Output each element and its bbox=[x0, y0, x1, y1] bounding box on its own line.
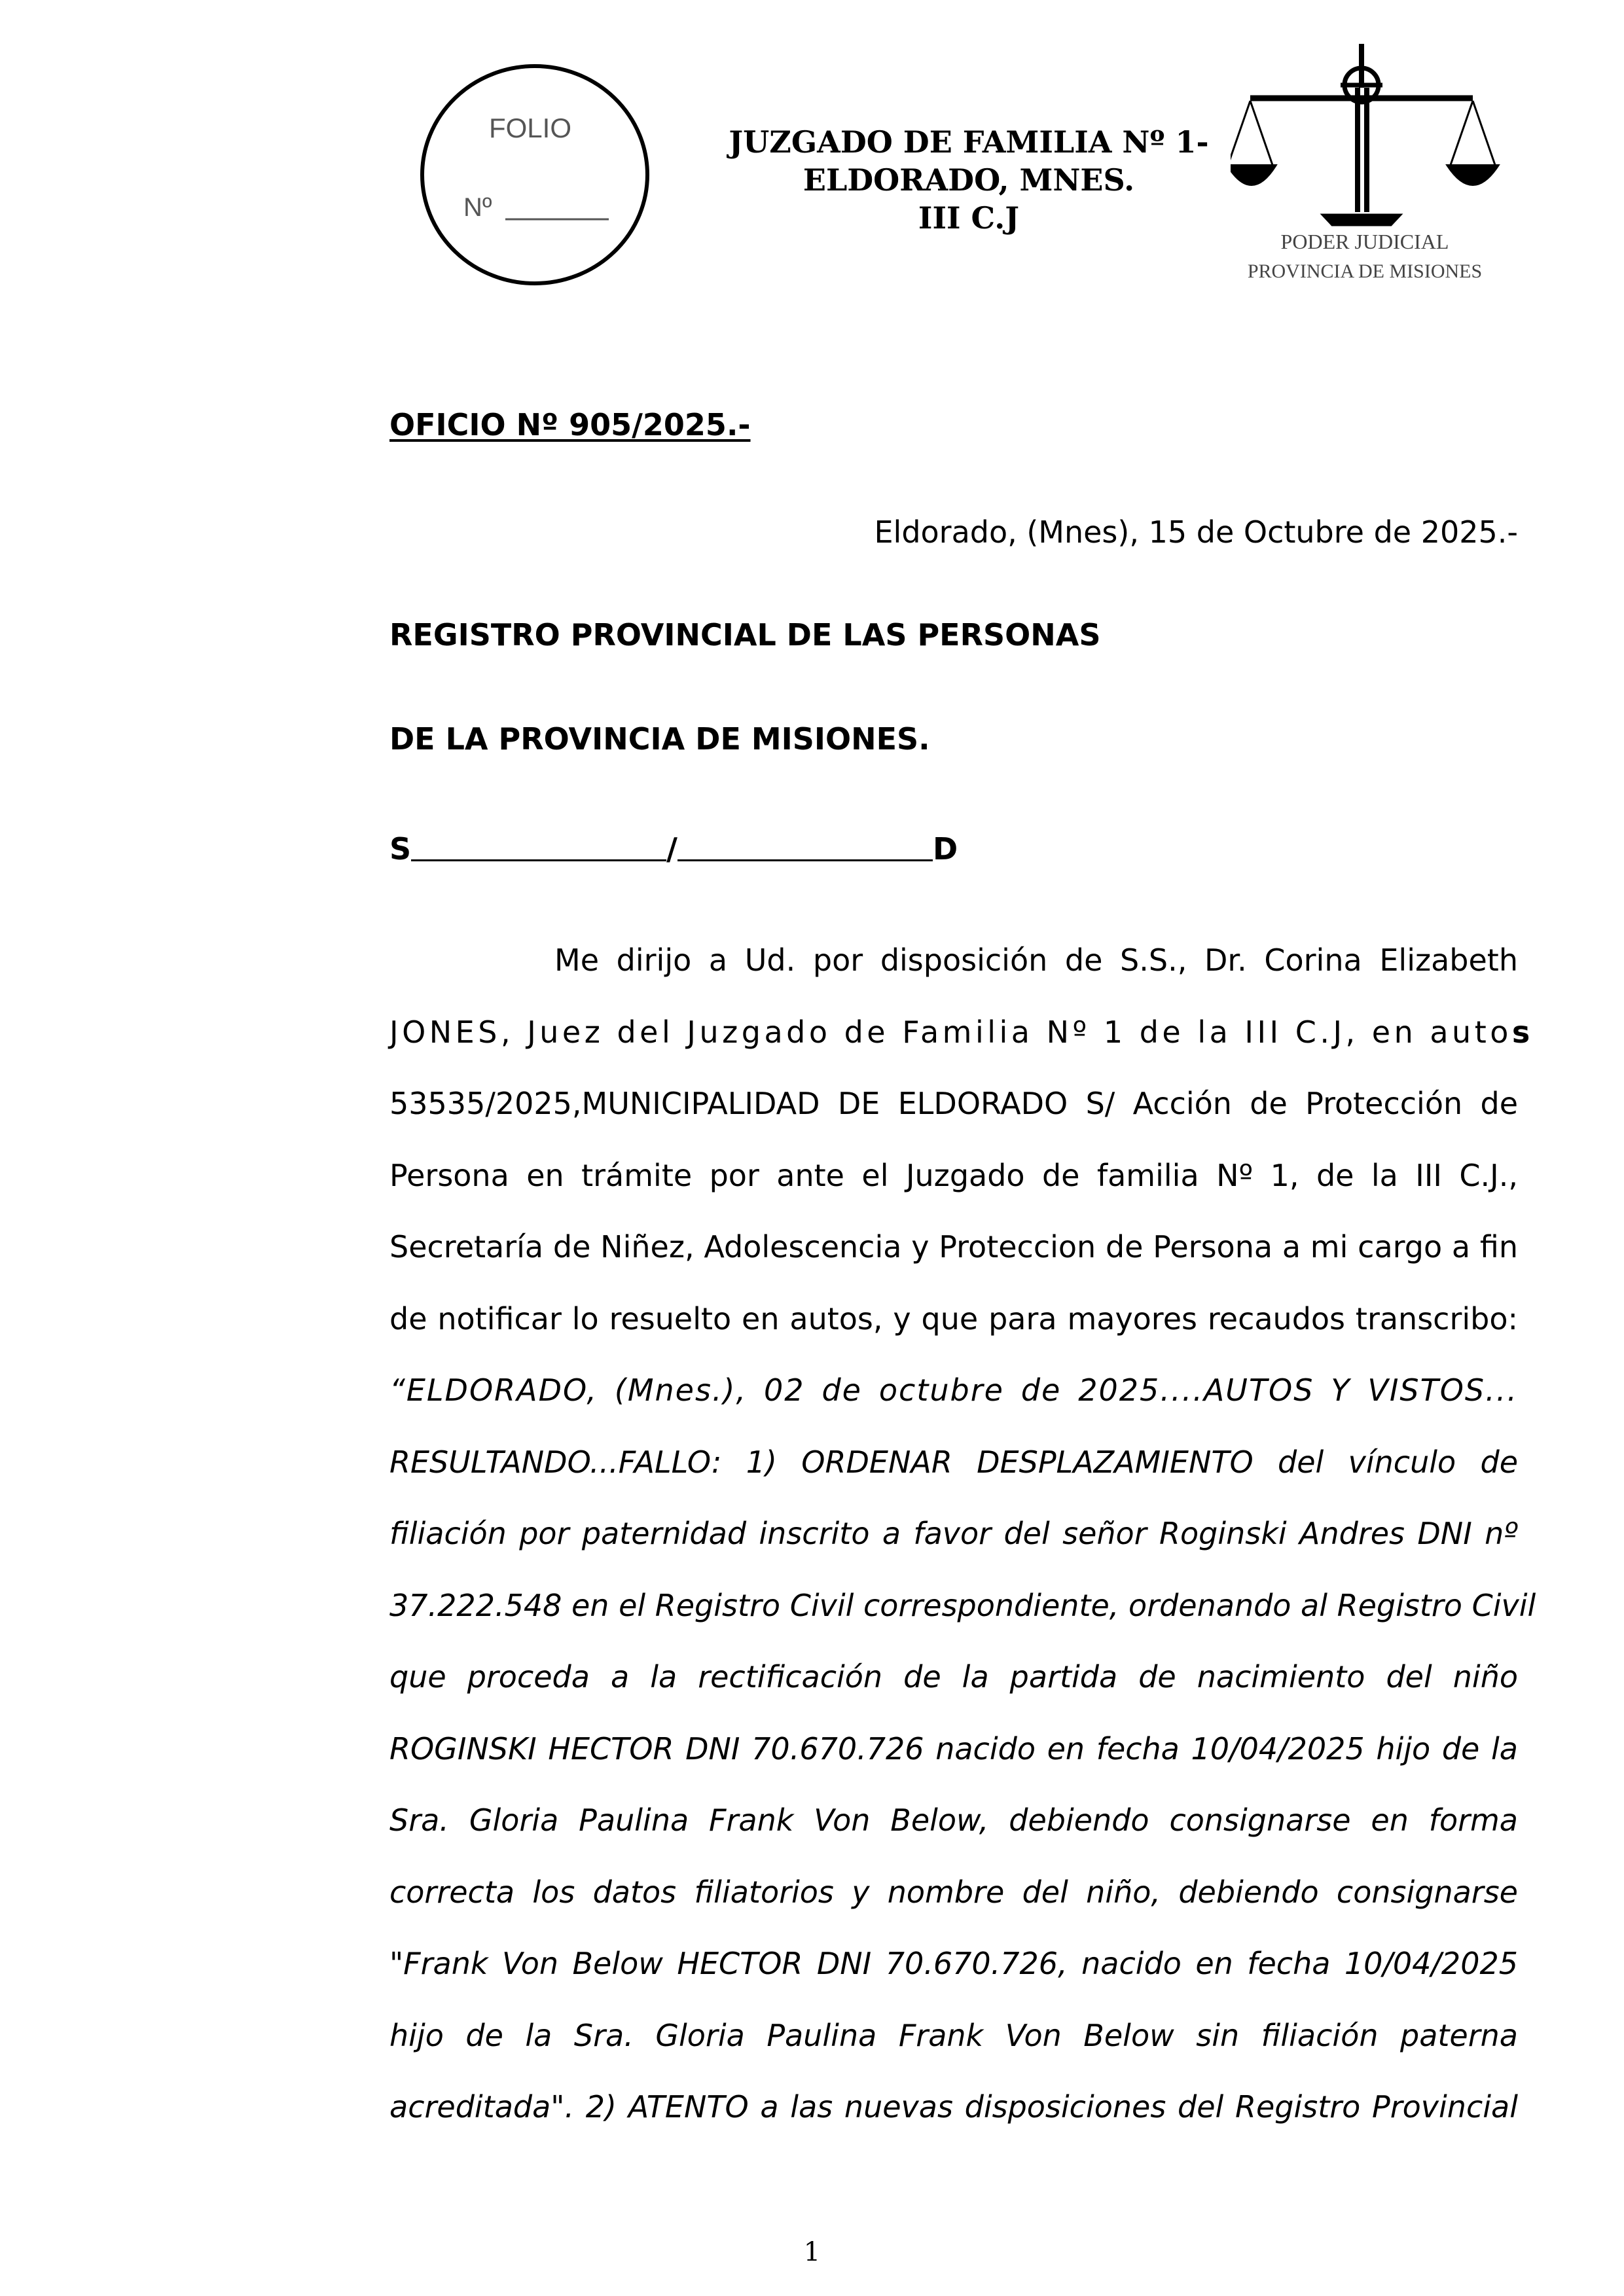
court-location-line: ELDORADO, MNES. bbox=[803, 162, 1135, 198]
salutation-line-right bbox=[677, 859, 933, 861]
body-line-2-main: JONES, Juez del Juzgado de Familia Nº 1 de la III C.J, en auto bbox=[389, 1014, 1512, 1050]
addressee-line-1: REGISTRO PROVINCIAL DE LAS PERSONAS bbox=[389, 617, 1101, 653]
salutation bbox=[389, 831, 958, 867]
body-line-4: Persona en trámite por ante el Juzgado de familia Nº 1, de la III C.J., bbox=[389, 1157, 1518, 1193]
body-line-6: de notificar lo resuelto en autos, y que para mayores recaudos transcribo: bbox=[389, 1300, 1518, 1336]
emblem-text-line-2: PROVINCIA DE MISIONES bbox=[1247, 260, 1483, 282]
body-line-3: 53535/2025,MUNICIPALIDAD DE ELDORADO S/ Acción de Protección de bbox=[389, 1086, 1518, 1121]
folio-label: FOLIO bbox=[488, 113, 572, 143]
place-date: Eldorado, (Mnes), 15 de Octubre de 2025.- bbox=[874, 514, 1518, 550]
body-line-9: filiación por paternidad inscrito a favor del señor Roginski Andres DNI nº bbox=[389, 1516, 1518, 1551]
salutation-separator: / bbox=[666, 831, 677, 867]
salutation-s: S bbox=[389, 831, 412, 867]
salutation-d: D bbox=[932, 831, 958, 867]
body-line-12: ROGINSKI HECTOR DNI 70.670.726 nacido en fecha 10/04/2025 hijo de la bbox=[389, 1731, 1518, 1767]
body-line-11: que proceda a la rectificación de la partida de nacimiento del niño bbox=[389, 1659, 1518, 1695]
court-name-line: JUZGADO DE FAMILIA Nº 1- bbox=[729, 124, 1209, 160]
folio-number-label: Nº bbox=[463, 193, 492, 222]
page-number: 1 bbox=[803, 2237, 821, 2267]
body-line-1: Me dirijo a Ud. por disposición de S.S., Dr. Corina Elizabeth bbox=[554, 942, 1518, 978]
body-line-17: acreditada". 2) ATENTO a las nuevas disposiciones del Registro Provincial bbox=[389, 2089, 1518, 2125]
justice-scales-emblem bbox=[1231, 41, 1506, 289]
folio-stamp bbox=[419, 62, 651, 288]
body-line-14: correcta los datos filiatorios y nombre del niño, debiendo consignarse bbox=[389, 1874, 1518, 1910]
body-line-16: hijo de la Sra. Gloria Paulina Frank Von Below sin filiación paterna bbox=[389, 2017, 1518, 2053]
addressee-line-2: DE LA PROVINCIA DE MISIONES. bbox=[389, 721, 930, 757]
body-line-2 bbox=[389, 1013, 1534, 1085]
salutation-line-left bbox=[411, 859, 666, 861]
body-line-15: "Frank Von Below HECTOR DNI 70.670.726, nacido en fecha 10/04/2025 bbox=[389, 1946, 1518, 1981]
body-line-8: RESULTANDO...FALLO: 1) ORDENAR DESPLAZAMIENTO del vínculo de bbox=[389, 1444, 1518, 1480]
court-header bbox=[694, 123, 1244, 237]
emblem-text-line-1: PODER JUDICIAL bbox=[1280, 230, 1449, 253]
oficio-number: OFICIO Nº 905/2025.- bbox=[389, 407, 751, 442]
body-line-13: Sra. Gloria Paulina Frank Von Below, debiendo consignarse en forma bbox=[389, 1803, 1518, 1838]
scales-icon bbox=[1231, 44, 1499, 225]
body-line-10: 37.222.548 en el Registro Civil correspondiente, ordenando al Registro Civil bbox=[389, 1587, 1536, 1623]
body-paragraph bbox=[389, 941, 1536, 2159]
body-line-5: Secretaría de Niñez, Adolescencia y Proteccion de Persona a mi cargo a fin bbox=[389, 1229, 1518, 1265]
body-line-7: “ELDORADO, (Mnes.), 02 de octubre de 2025....AUTOS Y VISTOS... bbox=[389, 1372, 1518, 1408]
court-circuit-line: III C.J bbox=[918, 200, 1020, 236]
body-line-2-tail: s bbox=[1511, 1014, 1534, 1050]
